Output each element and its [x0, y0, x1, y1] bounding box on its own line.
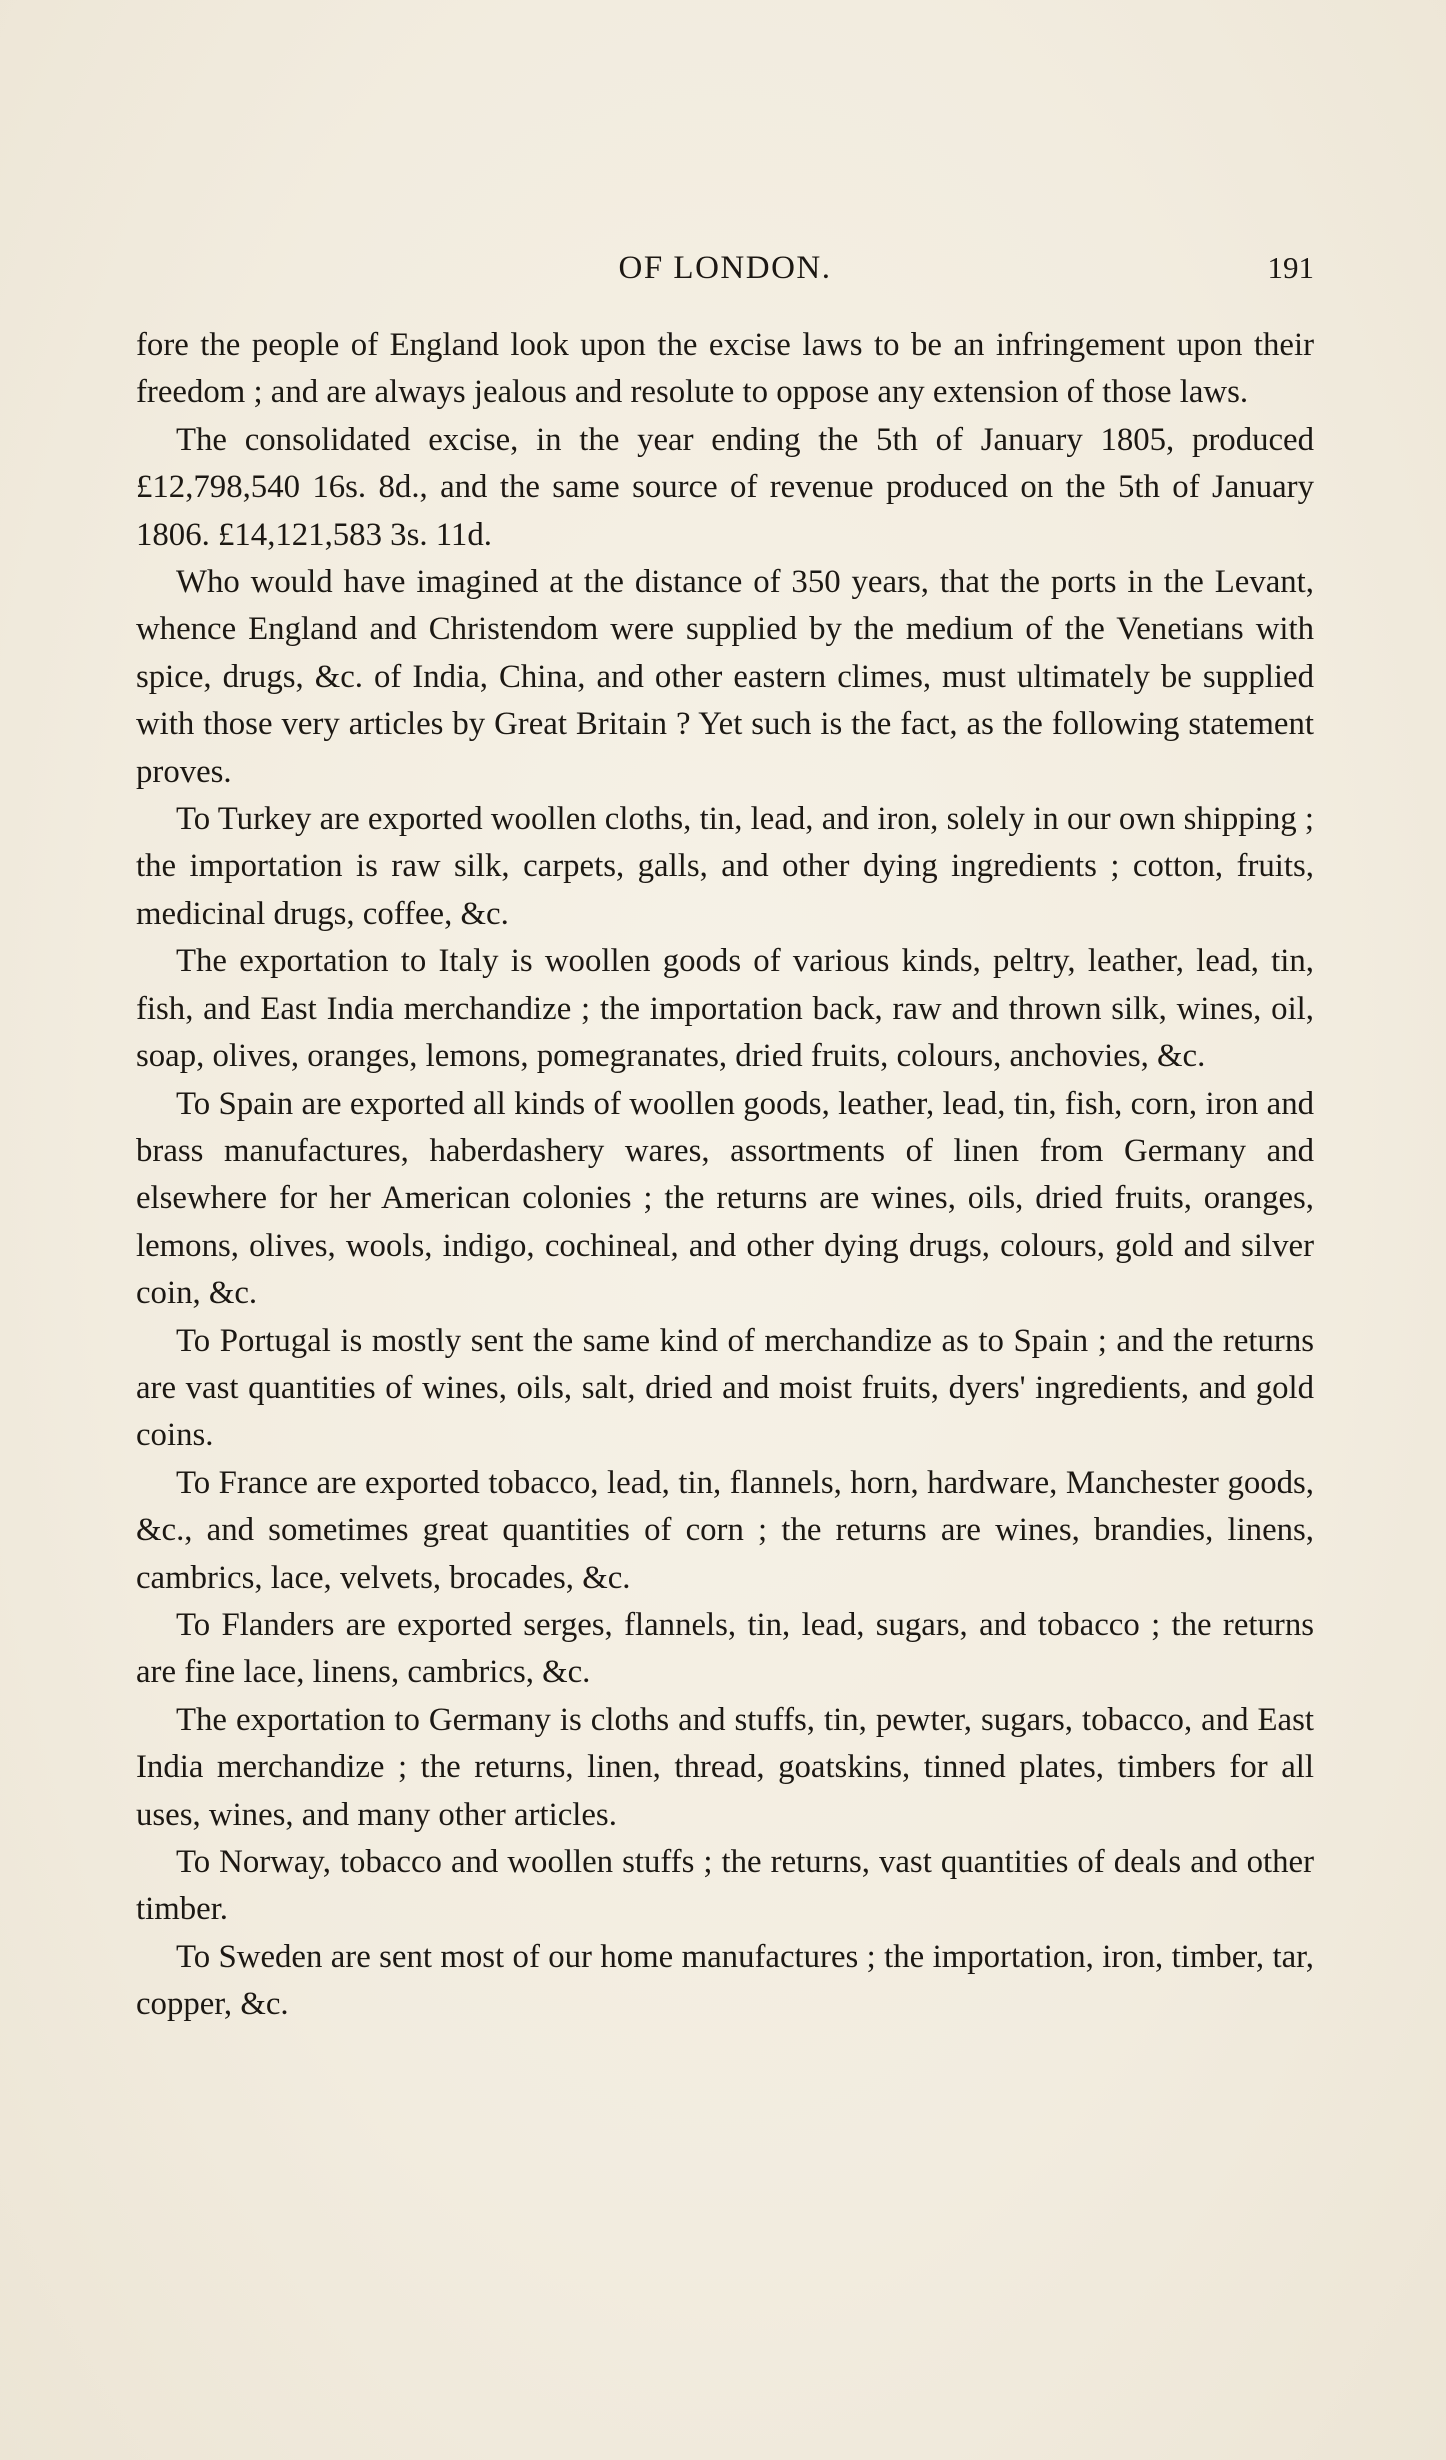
body-text [136, 322, 1314, 2029]
paragraph-levant-ports: Who would have imagined at the distance of 350 years, that the ports in the Levant, whence England and Christendom were supplied by the medium of the Venetians with spice, drugs, &c. of India, China, and other eastern climes, must ultimately be supplied with those very articles by Great Britain ? Yet such is the fact, as the following statement proves. [136, 564, 1314, 790]
paragraph-italy: The exportation to Italy is woollen goods of various kinds, peltry, leather, lead, tin, fish, and East India merchandize ; the importation back, raw and thrown silk, wines, oil, soap, olives, oranges, lemons, pomegranates, dried fruits, colours, anchovies, &c. [136, 943, 1314, 1075]
paragraph-consolidated-excise: The consolidated excise, in the year ending the 5th of January 1805, produced £12,798,540 16s. 8d., and the same source of revenue produced on the 5th of January 1806. £14,121,583 3s. 11d. [136, 421, 1314, 553]
paragraph-france: To France are exported tobacco, lead, tin, flannels, horn, hardware, Manchester goods, &c., and sometimes great quantities of corn ; the returns are wines, brandies, linens, cambrics, lace, velvets, brocades, &c. [136, 1464, 1314, 1596]
paragraph-spain: To Spain are exported all kinds of woollen goods, leather, lead, tin, fish, corn, iron and brass manufactures, haberdashery wares, assortments of linen from Germany and elsewhere for her American colonies ; the returns are wines, oils, dried fruits, oranges, lemons, olives, wools, indigo, cochineal, and other dying drugs, colours, gold and silver coin, &c. [136, 1085, 1314, 1312]
paragraph-turkey: To Turkey are exported woollen cloths, tin, lead, and iron, solely in our own shipping ; the importation is raw silk, carpets, galls, and other dying ingredients ; cotton, fruits, medicinal drugs, coffee, &c. [136, 801, 1314, 932]
page-number: 191 [1267, 250, 1314, 285]
paragraph-sweden: To Sweden are sent most of our home manufactures ; the importation, iron, timber, tar, copper, &c. [136, 1938, 1314, 2023]
paragraph-norway: To Norway, tobacco and woollen stuffs ; the returns, vast quantities of deals and other timber. [136, 1844, 1314, 1928]
paragraph-excise-continuation: fore the people of England look upon the excise laws to be an infringement upon their freedom ; and are always jealous and resolute to oppose any extension of those laws. [136, 327, 1314, 411]
paragraph-flanders: To Flanders are exported serges, flannels, tin, lead, sugars, and tobacco ; the returns are fine lace, linens, cambrics, &c. [136, 1606, 1314, 1691]
running-head: OF LONDON. [618, 250, 832, 286]
paragraph-portugal: To Portugal is mostly sent the same kind of merchandize as to Spain ; and the returns are vast quantities of wines, oils, salt, dried and moist fruits, dyers' ingredients, and gold coins. [136, 1322, 1314, 1454]
page-header [136, 244, 1314, 292]
paragraph-germany: The exportation to Germany is cloths and stuffs, tin, pewter, sugars, tobacco, and East India merchandize ; the returns, linen, thread, goatskins, tinned plates, timbers for all uses, wines, and many other articles. [136, 1701, 1314, 1833]
